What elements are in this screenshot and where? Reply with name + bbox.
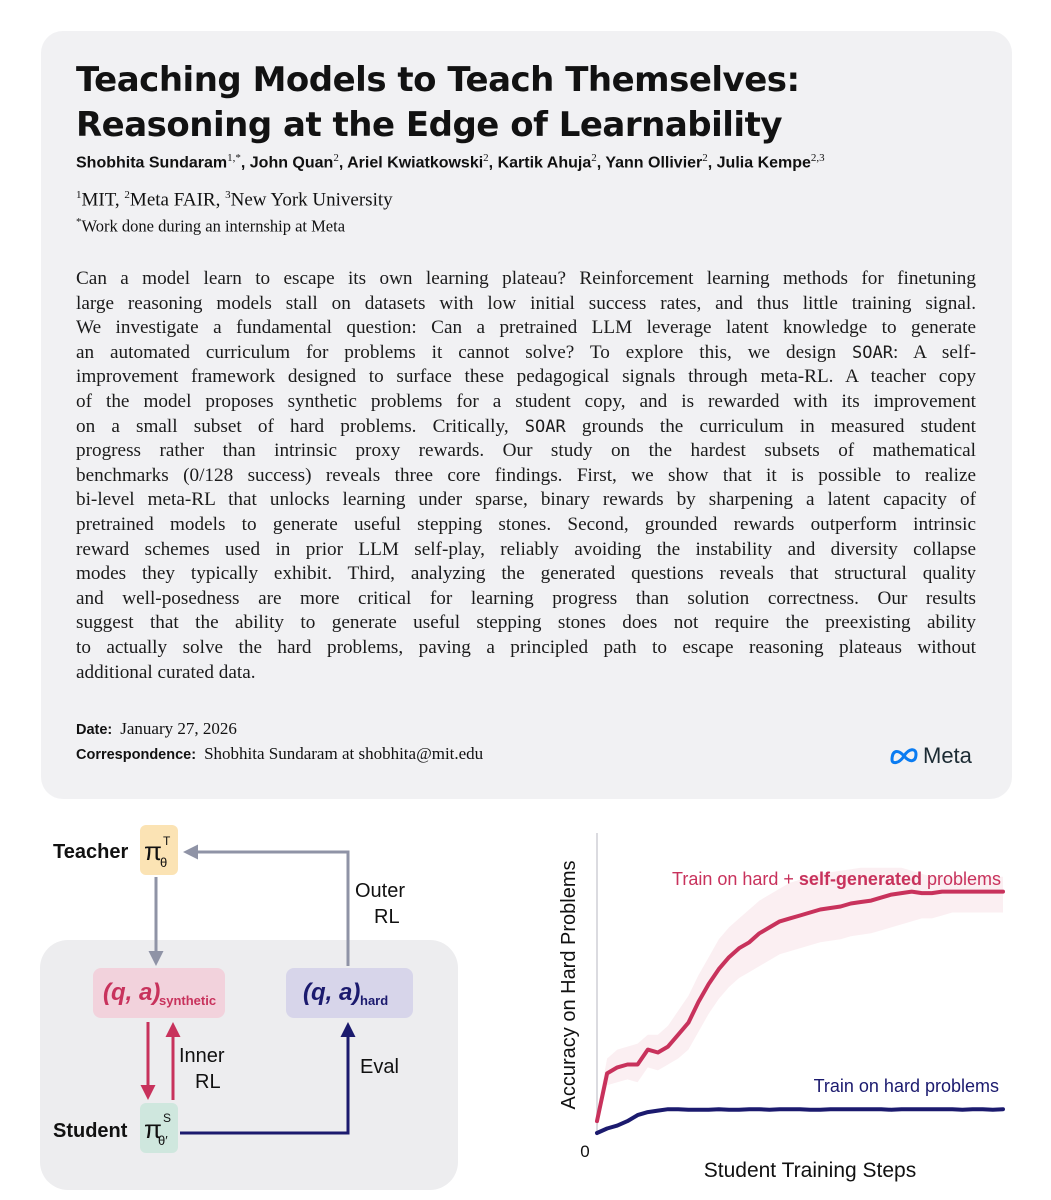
abstract-line: pretrained models to generate useful stepping stones. Second, grounded rewards outperform intrinsic [76,513,976,535]
student-label: Student [53,1120,128,1142]
author-affiliation-marker: 2 [333,152,339,164]
abstract-line: modes they typically exhibit. Third, analyzing the generated questions reveals that structural quality [76,563,976,585]
synthetic-pair: (q, a) [103,979,161,1006]
author-affiliation-marker: 2 [483,152,489,164]
abstract-line: additional curated data. [76,661,256,683]
abstract-line: benchmarks (0/128 success) reveals three core findings. First, we show that it is possible to realize [76,464,976,486]
hard-pair: (q, a) [303,979,361,1006]
affiliations: $^1$MIT, $^2$Meta FAIR, $^3$New York University [76,189,393,211]
meta-infinity-icon [889,746,919,766]
series-label-bold: self-generated [798,869,922,889]
abstract-line: on a small subset of hard problems. Critically, SOAR grounds the curriculum in measured student [76,415,976,437]
series-label-hard: Train on hard problems [813,1076,999,1096]
abstract-line: to actually solve the hard problems, paving a principled path to escape reasoning plateaus without [76,636,976,658]
affiliation-name: New York University [230,189,393,211]
author-affiliation-marker: 1,* [227,152,241,164]
correspondence-row [76,744,483,764]
method-name: SOAR [852,342,893,363]
teacher-pi: π [144,836,162,866]
meta-logo-text: Meta [923,743,972,768]
method-name: SOAR [524,416,566,437]
affiliation-marker: 1 [76,189,82,201]
abstract-line: Can a model learn to escape its own learning plateau? Reinforcement learning methods for finetuning [76,268,976,289]
author-affiliation-marker: 2,3 [810,152,825,164]
student-pi: π [144,1114,162,1144]
title-line-1: Teaching Models to Teach Themselves: [76,60,800,100]
meta-logo [889,740,972,772]
author-affiliation-marker: 2 [702,152,708,164]
note-text: Work done during an internship at Meta [81,216,346,236]
abstract-line: large reasoning models stall on datasets with low initial success rates, and thus little training signal. [76,292,976,314]
series-label-suffix: problems [921,869,1001,889]
author-list: Shobhita Sundaram$^{1,*}$, John Quan$^2$, Ariel Kwiatkowski$^2$, Kartik Ahuja$^2$, Yann Ollivier$^2$, Julia Kempe$^{2,3}$ [76,152,825,172]
date-row [76,719,237,739]
student-subscript: θ′ [158,1133,168,1148]
abstract-line: suggest that the ability to generate useful stepping stones does not require the preexisting ability [76,612,976,634]
correspondence-label: Correspondence: [76,747,197,763]
inner-rl-label-line2: RL [195,1071,221,1093]
affiliation-marker: 2 [124,189,130,201]
abstract-line: We investigate a fundamental question: Can a pretrained LLM leverage latent knowledge to generate [76,317,976,339]
abstract [76,267,976,685]
note-marker: * [76,216,82,228]
outer-rl-label-line2: RL [374,906,400,928]
abstract-line: an automated curriculum for problems it cannot solve? To explore this, we design SOAR: A self- [76,341,976,363]
outer-rl-label-line1: Outer [355,880,406,902]
paper-title [76,58,976,148]
series-1-line [597,1109,1003,1133]
affiliation-marker: 3 [225,189,231,201]
abstract-line: of the model proposes synthetic problems for a student copy, and is rewarded with its improvement [76,390,976,412]
author-name: John Quan [249,154,334,172]
author-name: Yann Ollivier [605,154,703,172]
synthetic-subscript: synthetic [159,993,217,1008]
internship-note [76,216,345,237]
abstract-line: progress rather than intrinsic proxy rewards. Our study on the hardest subsets of mathematical [76,440,976,462]
abstract-line: improvement framework designed to surface these pedagogical signals through meta-RL. A teacher copy [76,366,976,388]
x-axis-label: Student Training Steps [703,1159,917,1182]
teacher-superscript: T [163,834,171,848]
soar-diagram [40,815,510,1195]
hard-subscript: hard [360,993,389,1008]
series-label-self-generated [672,869,1001,889]
y-tick-0: 0 [580,1142,590,1161]
date-label: Date: [76,722,113,738]
author-name: Julia Kempe [716,154,811,172]
abstract-line: reward schemes used in prior LLM self-play, reliably avoiding the instability and diversity collapse [76,538,976,560]
affiliation-name: Meta FAIR [129,189,216,211]
series-label-prefix: Train on hard + [672,869,799,889]
inner-rl-label-line1: Inner [179,1045,225,1067]
affiliation-name: MIT [81,189,115,211]
y-axis-label: Accuracy on Hard Problems [558,860,580,1110]
title-line-2: Reasoning at the Edge of Learnability [76,105,782,145]
author-affiliation-marker: 2 [591,152,597,164]
date-value: January 27, 2026 [120,719,237,738]
author-name: Ariel Kwiatkowski [347,154,484,172]
teacher-subscript: θ [160,855,168,870]
abstract-line: and well-posedness are more critical for learning progress than solution correctness. Our results [76,587,976,609]
student-superscript: S [163,1111,172,1125]
eval-label: Eval [360,1056,399,1078]
author-name: Kartik Ahuja [497,154,592,172]
author-name: Shobhita Sundaram [76,154,228,172]
abstract-line: bi-level meta-RL that unlocks learning under sparse, binary rewards by sharpening a latent capacity of [76,489,976,511]
correspondence-value: Shobhita Sundaram at shobhita@mit.edu [204,744,484,763]
accuracy-chart [545,815,1025,1200]
teacher-label: Teacher [53,841,129,863]
